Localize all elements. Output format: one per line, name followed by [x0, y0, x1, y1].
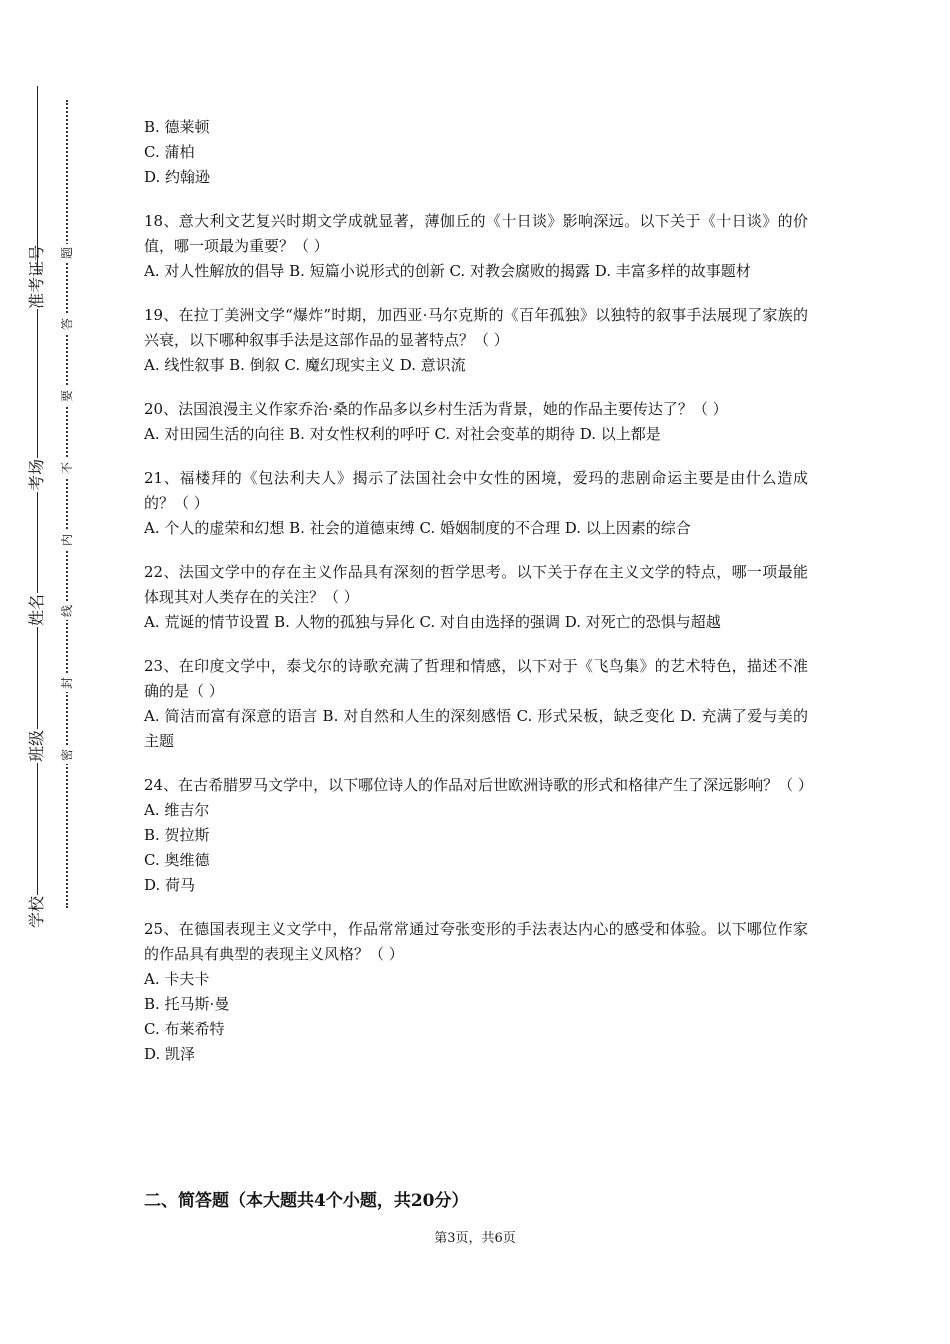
field-label-exam-room: 考场 — [27, 459, 46, 492]
question-list — [144, 115, 813, 1086]
option: B. 托马斯·曼 — [144, 995, 230, 1013]
section-title: 二、简答题（本大题共4个小题，共20分） — [144, 1191, 469, 1211]
seal-dotted-line — [66, 100, 68, 908]
seal-char: 内 — [60, 531, 74, 549]
options-inline: A. 线性叙事 B. 倒叙 C. 魔幻现实主义 D. 意识流 — [144, 356, 466, 374]
question-text: 21、福楼拜的《包法利夫人》揭示了法国社会中女性的困境，爱玛的悲剧命运主要是由什么造成的？（ ） — [144, 469, 808, 512]
seal-char: 线 — [60, 602, 74, 620]
seal-char: 要 — [60, 387, 74, 405]
question-25 — [144, 917, 808, 1067]
options-inline: A. 简洁而富有深意的语言 B. 对自然和人生的深刻感悟 C. 形式呆板，缺乏变化 D. 充满了爱与美的主题 — [144, 707, 808, 750]
question-text: 18、意大利文艺复兴时期文学成就显著，薄伽丘的《十日谈》影响深远。以下关于《十日谈》的价值，哪一项最为重要？（ ） — [144, 212, 808, 255]
question-17-continued — [144, 115, 808, 190]
option: C. 奥维德 — [144, 851, 210, 869]
seal-char: 封 — [60, 674, 74, 692]
question-23 — [144, 654, 808, 754]
question-text: 24、在古希腊罗马文学中，以下哪位诗人的作品对后世欧洲诗歌的形式和格律产生了深远影响？（ ） — [144, 776, 813, 794]
question-text: 19、在拉丁美洲文学“爆炸”时期，加西亚·马尔克斯的《百年孤独》以独特的叙事手法展现了家族的兴衰，以下哪种叙事手法是这部作品的显著特点？（ ） — [144, 306, 808, 349]
option: C. 蒲柏 — [144, 143, 195, 161]
field-label-name: 姓名 — [27, 594, 46, 627]
question-24 — [144, 773, 813, 898]
seal-char: 密 — [60, 746, 74, 764]
question-18 — [144, 209, 808, 284]
field-label-school: 学校 — [27, 896, 46, 929]
field-label-class: 班级 — [27, 730, 46, 763]
option: B. 贺拉斯 — [144, 826, 210, 844]
question-text: 22、法国文学中的存在主义作品具有深刻的哲学思考。以下关于存在主义文学的特点，哪一项最能体现其对人类存在的关注？（ ） — [144, 563, 808, 606]
option: B. 德莱顿 — [144, 118, 210, 136]
question-text: 25、在德国表现主义文学中，作品常常通过夸张变形的手法表达内心的感受和体验。以下哪位作家的作品具有典型的表现主义风格？（ ） — [144, 920, 808, 963]
options-inline: A. 荒诞的情节设置 B. 人物的孤独与异化 C. 对自由选择的强调 D. 对死亡的恐惧与超越 — [144, 613, 721, 631]
seal-char: 题 — [60, 244, 74, 262]
option: A. 卡夫卡 — [144, 970, 210, 988]
question-21 — [144, 466, 808, 541]
options-inline: A. 对人性解放的倡导 B. 短篇小说形式的创新 C. 对教会腐败的揭露 D. 丰富多样的故事题材 — [144, 262, 751, 280]
question-22 — [144, 560, 808, 635]
option: D. 约翰逊 — [144, 168, 211, 186]
field-label-exam-number: 准考证号 — [27, 244, 46, 309]
question-19 — [144, 303, 808, 378]
binding-line — [37, 86, 38, 926]
seal-char: 不 — [60, 459, 74, 477]
question-text: 23、在印度文学中，泰戈尔的诗歌充满了哲理和情感，以下对于《飞鸟集》的艺术特色，描述不准确的是（ ） — [144, 657, 808, 700]
option: C. 布莱希特 — [144, 1020, 225, 1038]
page-footer: 第3页，共6页 — [434, 1231, 516, 1246]
seal-char: 答 — [60, 315, 74, 333]
option: D. 荷马 — [144, 876, 196, 894]
question-20 — [144, 397, 808, 447]
question-text: 20、法国浪漫主义作家乔治·桑的作品多以乡村生活为背景，她的作品主要传达了？（ ） — [144, 400, 728, 418]
option: D. 凯泽 — [144, 1045, 196, 1063]
option: A. 维吉尔 — [144, 801, 210, 819]
binding-margin — [0, 0, 110, 1344]
options-inline: A. 对田园生活的向往 B. 对女性权利的呼吁 C. 对社会变革的期待 D. 以上都是 — [144, 425, 661, 443]
options-inline: A. 个人的虚荣和幻想 B. 社会的道德束缚 C. 婚姻制度的不合理 D. 以上因素的综合 — [144, 519, 691, 537]
